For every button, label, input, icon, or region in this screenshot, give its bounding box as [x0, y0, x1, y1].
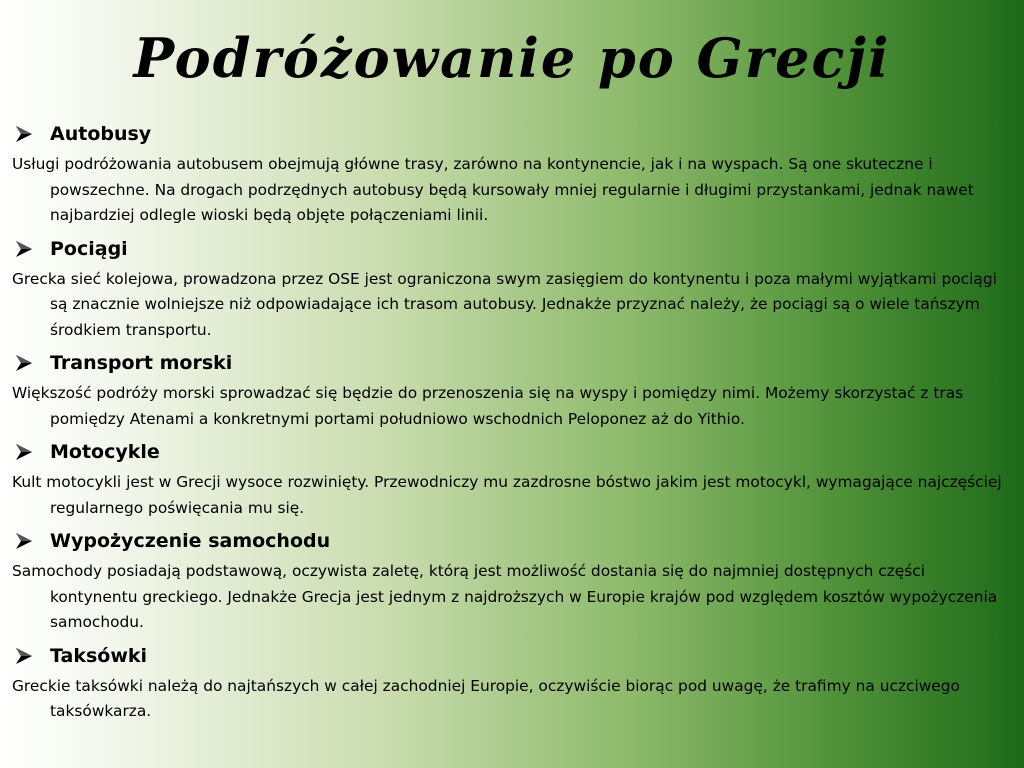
- section-text: Samochody posiadają podstawową, oczywista zaletę, którą jest możliwość dostania się do najmniej dostępnych części kontynentu greckiego. Jednakże Grecja jest jednym z najdroższych w Europie krajów pod względem kosztów wypożyczenia samochodu.: [12, 562, 998, 631]
- arrowhead-bullet-icon: [14, 531, 34, 551]
- arrowhead-bullet-icon: [14, 124, 34, 144]
- arrowhead-bullet-icon: [14, 353, 34, 373]
- bullet-row: [12, 438, 1012, 466]
- section-heading: Autobusy: [50, 123, 152, 145]
- slide-content: [12, 120, 1012, 731]
- bullet-row: [12, 527, 1012, 555]
- bullet-row: [12, 235, 1012, 263]
- section-heading: Wypożyczenie samochodu: [50, 530, 331, 552]
- section-text: Kult motocykli jest w Grecji wysoce rozwinięty. Przewodniczy mu zazdrosne bóstwo jakim jest motocykl, wymagające najczęściej regularnego poświęcania mu się.: [12, 473, 1002, 517]
- section-heading: Pociągi: [50, 237, 128, 260]
- section-motocykle: [12, 438, 1012, 521]
- section-heading: Motocykle: [50, 441, 160, 463]
- bullet-row: [12, 642, 1012, 670]
- section-wypozyczenie-samochodu: [12, 527, 1012, 636]
- arrowhead-bullet-icon: [14, 239, 34, 259]
- section-taksowki: [12, 642, 1012, 725]
- arrowhead-bullet-icon: [14, 442, 34, 462]
- arrowhead-bullet-icon: [14, 646, 34, 666]
- section-text: Grecka sieć kolejowa, prowadzona przez OSE jest ograniczona swym zasięgiem do kontynentu i poza małymi wyjątkami pociągi są znacznie wolniejsze niż odpowiadające ich trasom autobusy. Jednakże przyznać należy, że pociągi są o wiele tańszym środkiem transportu.: [12, 269, 997, 339]
- section-autobusy: [12, 120, 1012, 229]
- section-heading: Taksówki: [50, 644, 148, 667]
- section-text: Greckie taksówki należą do najtańszych w całej zachodniej Europie, oczywiście biorąc pod uwagę, że trafimy na uczciwego taksówkarza.: [12, 676, 960, 720]
- section-heading: Transport morski: [50, 352, 233, 374]
- section-text: Usługi podróżowania autobusem obejmują główne trasy, zarówno na kontynencie, jak i na wyspach. Są one skuteczne i powszechne. Na drogach podrzędnych autobusy będą kursowały mniej regularnie i długimi przystankami, jednak nawet najbardziej odlegle wioski będą objęte połączeniami linii.: [12, 155, 974, 224]
- bullet-row: [12, 349, 1012, 377]
- section-pociagi: [12, 235, 1012, 344]
- section-text: Większość podróży morski sprowadzać się będzie do przenoszenia się na wyspy i pomiędzy nimi. Możemy skorzystać z tras pomiędzy Atenami a konkretnymi portami południowo wschodnich Peloponez aż do Yithio.: [12, 384, 964, 428]
- section-transport-morski: [12, 349, 1012, 432]
- bullet-row: [12, 120, 1012, 148]
- slide-title: Podróżowanie po Grecji: [133, 26, 891, 90]
